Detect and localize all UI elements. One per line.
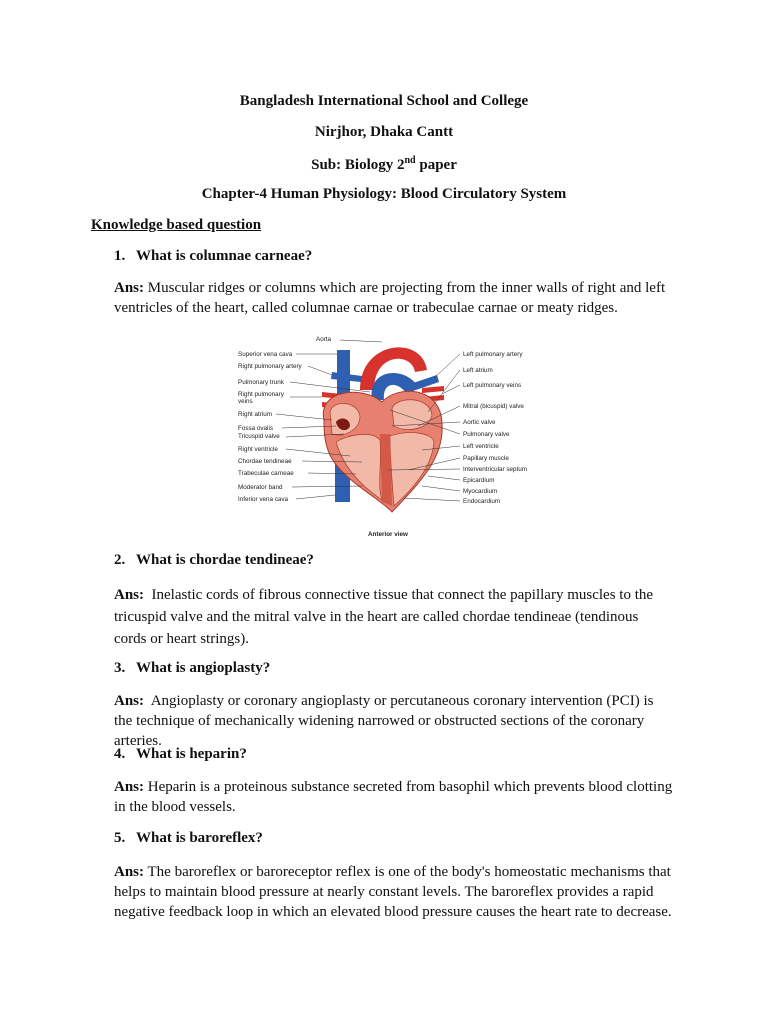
label-interventricular-septum: Interventricular septum (463, 466, 528, 473)
school-name: Bangladesh International School and College (239, 93, 529, 109)
label-left-pulmonary-veins: Left pulmonary veins (463, 382, 522, 389)
ans-label: Ans: (114, 693, 145, 709)
label-veins: veins (238, 398, 253, 405)
answer-2 (114, 584, 674, 650)
subject-prefix: Sub: Biology 2 (311, 157, 405, 173)
question-4 (114, 746, 247, 763)
section-title: Knowledge based question (91, 217, 262, 233)
ans-label: Ans: (114, 587, 145, 603)
ans-label: Ans: (114, 864, 145, 880)
label-left-ventricle: Left ventricle (463, 443, 499, 450)
label-right-pulmonary: Right pulmonary (238, 391, 284, 398)
question-3 (114, 660, 270, 677)
question-text: What is baroreflex? (136, 830, 263, 846)
label-left-pulmonary-artery: Left pulmonary artery (463, 351, 523, 358)
label-chordae-tendineae: Chordae tendineae (238, 458, 292, 465)
label-papillary-muscle: Papillary muscle (463, 455, 509, 462)
question-2 (114, 552, 314, 569)
label-right-ventricle: Right ventricle (238, 446, 278, 453)
label-aorta: Aorta (316, 336, 332, 343)
label-left-atrium: Left atrium (463, 367, 493, 374)
label-moderator-band: Moderator band (238, 484, 283, 491)
subject-sup: nd (404, 155, 416, 166)
subject-suffix: paper (415, 157, 457, 173)
question-1 (114, 248, 312, 265)
label-trabeculae-carneae: Trabeculae carneae (238, 470, 294, 477)
label-epicardium: Epicardium (463, 477, 495, 484)
label-pulmonary-valve: Pulmonary valve (463, 431, 510, 438)
label-superior-vena-cava: Superior vena cava (238, 351, 293, 358)
label-myocardium: Myocardium (463, 488, 498, 495)
ans-label: Ans: (114, 280, 145, 296)
ans-label: Ans: (114, 779, 145, 795)
answer-text: Muscular ridges or columns which are projecting from the inner walls of right and left ventricles of the heart, called columnae carnae or trabeculae carnae or meaty ridges. (114, 280, 666, 316)
question-text: What is heparin? (136, 746, 247, 762)
label-pulmonary-trunk: Pulmonary trunk (238, 379, 284, 386)
right-labels (463, 351, 527, 505)
heart-diagram (232, 330, 532, 542)
label-right-pulmonary-artery: Right pulmonary artery (238, 363, 302, 370)
label-endocardium: Endocardium (463, 498, 501, 505)
question-number: 4. (114, 746, 126, 762)
question-text: What is chordae tendineae? (136, 552, 314, 568)
question-number: 1. (114, 248, 126, 264)
chapter-title: Chapter-4 Human Physiology: Blood Circulatory System (201, 186, 567, 202)
label-tricuspid-valve: Tricuspid valve (238, 433, 280, 440)
label-right-atrium: Right atrium (238, 411, 272, 418)
answer-text: Angioplasty or coronary angioplasty or percutaneous coronary intervention (PCI) is the technique of mechanically widening narrowed or obstructed sections of the coronary arteries. (114, 693, 654, 749)
aorta-leader (340, 340, 382, 342)
question-number: 3. (114, 660, 126, 676)
figure-caption: Anterior view (368, 531, 408, 538)
answer-3 (114, 691, 674, 751)
answer-1 (114, 278, 674, 318)
question-number: 5. (114, 830, 126, 846)
answer-text: The baroreflex or baroreceptor reflex is one of the body's homeostatic mechanisms that helps to maintain blood pressure at nearly constant levels. The baroreflex provides a rapid negative feedback loop in which an elevated blood pressure causes the heart rate to decrease. (114, 864, 672, 920)
question-number: 2. (114, 552, 126, 568)
question-5 (114, 830, 263, 847)
label-fossa-ovalis: Fossa ovalis (238, 425, 273, 432)
question-text: What is angioplasty? (136, 660, 271, 676)
question-text: What is columnae carneae? (136, 248, 313, 264)
answer-text: Heparin is a proteinous substance secreted from basophil which prevents blood clotting in the blood vessels. (114, 779, 673, 815)
answer-4 (114, 777, 674, 817)
label-mitral-valve: Mitral (bicuspid) valve (463, 403, 524, 410)
answer-5 (114, 862, 674, 922)
label-inferior-vena-cava: Inferior vena cava (238, 496, 289, 503)
label-aortic-valve: Aortic valve (463, 419, 496, 426)
subject-line (0, 155, 768, 174)
school-location: Nirjhor, Dhaka Cantt (314, 124, 454, 140)
left-labels (238, 351, 303, 503)
answer-text: Inelastic cords of fibrous connective tissue that connect the papillary muscles to the tricuspid valve and the mitral valve in the heart are called chordae tendineae (tendinous cords or heart strings). (114, 587, 654, 647)
